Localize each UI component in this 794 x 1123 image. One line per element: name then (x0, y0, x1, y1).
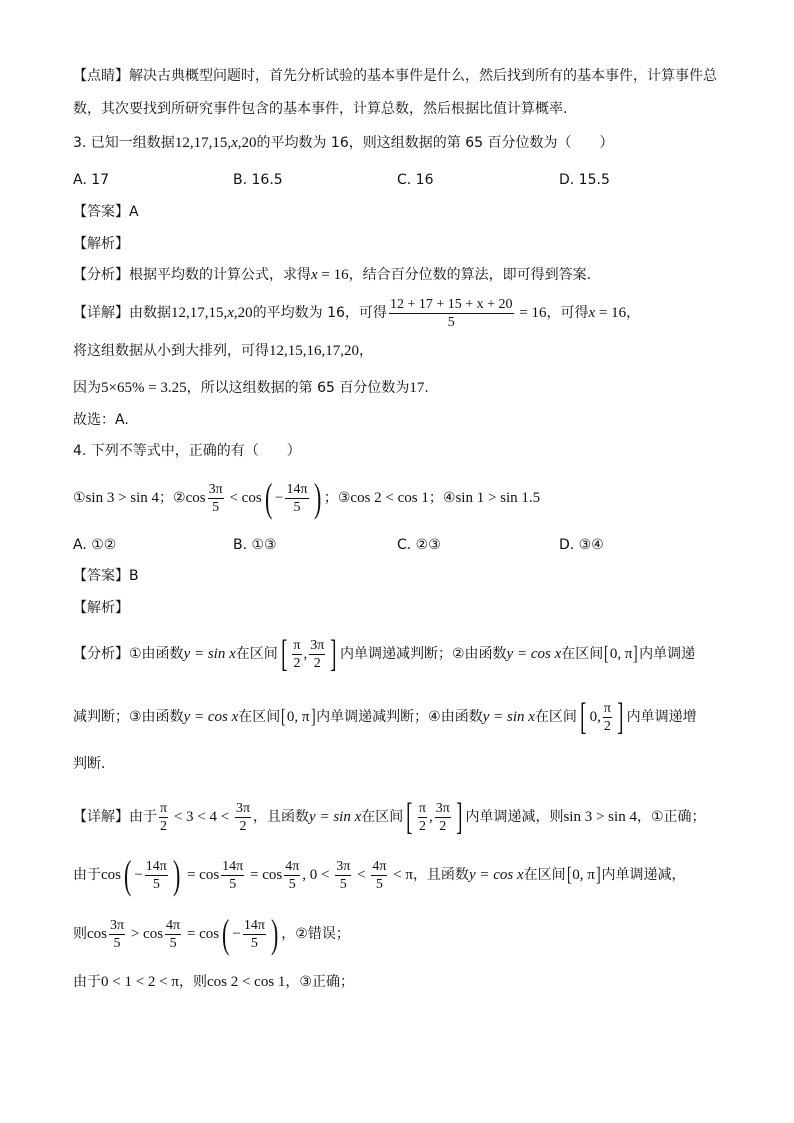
q4-d1-frac-2 (235, 800, 251, 835)
q4-option-d[interactable]: D. ③④ (559, 537, 604, 553)
q4-c3: ③由函数 (129, 709, 184, 725)
q4-c4-tail: 内单调递增 (626, 709, 697, 725)
q4-d3-paren-left: ( (222, 911, 230, 956)
q4-c1-num-2: 3π (310, 637, 325, 653)
q3-because-b: ，所以这组数据的第 65 百分位数为 (186, 380, 410, 396)
q4-c2-func: y = cos x (506, 646, 562, 662)
q4-stem: 4. 下列不等式中，正确的有（ ） (73, 443, 301, 459)
q4-d1-interval-text: 在区间 (361, 809, 404, 825)
q4-d1-frac-3 (418, 800, 427, 835)
q4-d1-e: ①正确； (650, 809, 706, 825)
q4-detail-line-4 (73, 972, 754, 992)
q4-fenxi-line-3: 判断. (73, 756, 106, 772)
q4-detail-line-2 (73, 853, 754, 897)
q4-d2-den-5: 5 (375, 876, 383, 892)
q4-fenxi-line-2 (73, 695, 754, 739)
q4-d2-den-4: 5 (339, 876, 347, 892)
q4-s3-mark: ③ (337, 490, 351, 506)
q4-d2-den-2: 5 (229, 876, 237, 892)
q3-answer (73, 202, 754, 222)
tip-text-2: 数，其次要找到所研究事件包含的基本事件，计算总数，然后根据比值计算概率. (73, 101, 568, 117)
q3-prefix: 3. 已知一组数据 (73, 135, 175, 151)
q3-fraction-numerator: 12 + 17 + 15 + x + 20 (389, 296, 513, 312)
q4-s1-expr: sin 3 > sin 4 (85, 490, 160, 506)
q4-d2-frac-3 (284, 858, 300, 893)
q3-detail-eq-2: = 16 (595, 305, 627, 321)
q4-answer-value: B (129, 568, 139, 584)
q3-detail (73, 293, 754, 333)
q4-d1-bracket-right: ] (455, 796, 463, 838)
q3-mean-fraction (389, 296, 514, 331)
q4-d4-expr: 0 < 1 < 2 < π (101, 974, 179, 990)
q4-c4-bracket-right: ] (617, 696, 624, 738)
q4-d1-den-4: 2 (439, 818, 447, 834)
q4-d2-frac-2 (221, 858, 244, 893)
q4-d2-bracket-right: ] (595, 864, 601, 886)
q4-d2-cos-3: cos (262, 867, 283, 883)
q4-sep-3: ； (428, 490, 443, 506)
q4-s2-den-1: 5 (212, 499, 220, 515)
q4-d2-eq-1: = (183, 867, 200, 883)
q4-d2-frac-5 (371, 858, 387, 893)
q4-c2-bracket-left: [ (604, 643, 609, 665)
q4-d2-ineq-c: < π (389, 867, 413, 883)
q3-because-val: 17 (409, 380, 425, 396)
q3-fenxi-var: x (311, 267, 318, 283)
q3-sort-b: ， (359, 343, 373, 359)
q4-d3-b: ，②错误； (281, 926, 350, 942)
q4-fenxi-line-1 (73, 632, 754, 676)
q3-option-a[interactable]: A. 17 (73, 172, 110, 188)
q3-detail-var: x (227, 305, 234, 321)
q3-detail-b: ，可得 (546, 305, 589, 321)
tip-line-2 (73, 99, 754, 119)
q4-d1-num-2: 3π (235, 800, 251, 816)
q4-d4-a: 由于 (73, 974, 101, 990)
q4-d3-frac-2 (165, 917, 181, 952)
q4-d4-c: ，③正确； (285, 974, 354, 990)
q3-because-c: . (424, 380, 429, 396)
q4-d2-interval: 0, π (572, 867, 595, 883)
q3-choose: 故选：A. (73, 412, 129, 428)
q4-c1-den-1: 2 (293, 655, 301, 671)
q3-because-a: 因为 (73, 380, 101, 396)
q3-suffix: 的平均数为 16，则这组数据的第 65 百分位数为（ ） (256, 135, 614, 151)
q4-d2-num-3: 4π (285, 858, 300, 874)
q3-detail-var-2: x (588, 305, 596, 321)
q4-d2-paren-left: ( (123, 852, 132, 897)
q4-s2-minus: − (274, 490, 284, 506)
q3-answer-value: A (129, 204, 139, 220)
q4-c4-interval-text: 在区间 (534, 709, 577, 725)
q4-s2-paren-right: ) (313, 475, 321, 520)
q4-c1-interval-text: 在区间 (235, 646, 278, 662)
q3-detail-c: ， (626, 305, 641, 321)
q4-d3-paren-right: ) (270, 911, 279, 956)
q4-c4-func: y = sin x (482, 709, 535, 725)
q3-sort (73, 341, 754, 361)
q4-d2-cos-2: cos (199, 867, 220, 883)
q4-d1-d: ， (636, 809, 651, 825)
q4-d2-bracket-left: [ (566, 864, 572, 886)
q4-c1-frac-2 (309, 637, 325, 672)
q4-fenxi-tag: 【分析】 (73, 646, 129, 662)
q4-option-b[interactable]: B. ①③ (233, 537, 277, 553)
q4-d3-cos-1: cos (87, 926, 107, 942)
q4-s1-mark: ① (73, 490, 86, 506)
q4-c3-interval: 0, π (286, 709, 310, 725)
q4-c1-tail: 内单调递减判断； (339, 646, 452, 662)
q4-d2-ineq-a: , 0 < (302, 867, 334, 883)
q4-d1-func: y = sin x (309, 809, 362, 825)
q4-c1-den-2: 2 (313, 655, 321, 671)
q4-s2-frac-1 (208, 481, 224, 516)
q3-fraction-denominator: 5 (447, 314, 455, 330)
q4-c1-bracket-right: ] (330, 633, 337, 675)
q3-option-d[interactable]: D. 15.5 (559, 172, 610, 188)
q4-d1-bracket-left: [ (406, 796, 413, 838)
q4-detail-line-3 (73, 912, 754, 956)
q4-d1-num-3: π (418, 800, 426, 816)
q4-c1: ①由函数 (129, 646, 184, 662)
q3-option-b[interactable]: B. 16.5 (233, 172, 283, 188)
q4-detail-tag: 【详解】 (73, 809, 129, 825)
q3-detail-eq: = 16 (515, 305, 547, 321)
q3-because-expr: 5×65% = 3.25 (101, 380, 187, 396)
q4-c2-interval-text: 在区间 (561, 646, 604, 662)
q4-sep-2: ； (323, 490, 338, 506)
q4-d2-num-5: 4π (372, 858, 387, 874)
q4-d1-frac-4 (435, 800, 451, 835)
q3-fenxi-eq: = 16 (317, 267, 349, 283)
tip-line-1 (73, 66, 754, 86)
q4-d1-expr: sin 3 > sin 4 (563, 809, 637, 825)
q4-d2-num-2: 14π (222, 858, 244, 874)
q3-because (73, 378, 754, 398)
q4-d2-a: 由于 (73, 867, 101, 883)
q4-c2: ②由函数 (451, 646, 507, 662)
q4-d2-frac-4 (335, 858, 351, 893)
q4-c4-num: π (603, 700, 611, 716)
q4-statements (73, 476, 754, 520)
q4-c2-interval: 0, π (609, 646, 633, 662)
q3-sort-a: 将这组数据从小到大排列，可得 (73, 343, 269, 359)
q3-stem (73, 133, 754, 153)
q4-d2-num-4: 3π (336, 858, 351, 874)
q4-d2-interval-text: 在区间 (523, 867, 566, 883)
q4-d2-b: ，且函数 (412, 867, 469, 883)
q4-d2-c: 内单调递减， (601, 867, 686, 883)
q4-d1-den-2: 2 (239, 818, 247, 834)
q4-c1-frac-1 (292, 637, 301, 672)
q3-option-c[interactable]: C. 16 (397, 172, 434, 188)
q4-d1-b: ，且函数 (253, 809, 310, 825)
q4-d3-frac-1 (109, 917, 125, 952)
q4-d4-b: ，则 (178, 974, 207, 990)
q4-line2-a: 减判断； (73, 709, 129, 725)
q3-detail-data-tail: ,20 (233, 305, 253, 321)
q4-d2-cos-1: cos (101, 867, 121, 883)
q4-d3-gt: > (127, 926, 144, 942)
q4-d3-den-3: 5 (250, 935, 258, 951)
q4-answer-tag: 【答案】 (73, 568, 129, 584)
q4-s2-den-2: 5 (293, 499, 301, 515)
q3-fenxi-tag: 【分析】 (73, 267, 129, 283)
q4-d3-minus: − (232, 926, 241, 942)
q4-c4-den: 2 (603, 718, 611, 734)
q4-s2-mark: ② (173, 490, 186, 506)
q4-d1-c: 内单调递减，则 (465, 809, 564, 825)
tip-text-1: 解决古典概型问题时，首先分析试验的基本事件是什么，然后找到所有的基本事件，计算事件总 (129, 68, 717, 84)
q4-d2-minus: − (134, 867, 143, 883)
q4-s2-paren-left: ( (264, 475, 272, 520)
q3-detail-a: 由数据 (129, 305, 171, 321)
q4-s2-frac-2 (285, 481, 308, 516)
q4-c3-bracket-right: ] (310, 706, 316, 728)
q3-detail-data: 12,17,15, (171, 305, 228, 321)
q4-c3-bracket-left: [ (281, 706, 286, 728)
q4-d2-frac-1 (145, 858, 168, 893)
q4-c4: ④由函数 (428, 709, 483, 725)
q4-s2-cos-2: cos (241, 490, 262, 506)
q3-fenxi-b: ，结合百分位数的算法，即可得到答案. (348, 267, 592, 283)
q4-d1-frac-1 (159, 800, 168, 835)
q4-d1-mid: < 3 < 4 < (170, 809, 233, 825)
q4-s4-mark: ④ (442, 490, 456, 506)
q3-sorted-data: 12,15,16,17,20 (269, 343, 359, 359)
q4-d3-frac-3 (243, 917, 266, 952)
q4-s2-num-1: 3π (208, 481, 223, 497)
q4-d2-num-1: 14π (145, 858, 167, 874)
q4-s3-expr: cos 2 < cos 1 (350, 490, 429, 506)
q4-d2-paren-right: ) (172, 852, 181, 897)
q4-c3-tail: 内单调递减判断； (316, 709, 429, 725)
q4-d1-den-3: 2 (418, 818, 426, 834)
q4-d1-a: 由于 (129, 809, 157, 825)
q3-var: x (231, 135, 238, 151)
q4-c2-bracket-right: ] (633, 643, 639, 665)
q4-d1-num-1: π (160, 800, 168, 816)
q4-d3-cos-2: cos (143, 926, 164, 942)
q4-c4-comma: , (597, 709, 601, 725)
q4-d3-eq: = (183, 926, 200, 942)
q4-d2-eq-2: = (246, 867, 263, 883)
q3-jiexi: 【解析】 (73, 236, 129, 252)
q4-s2-num-2: 14π (286, 481, 308, 497)
tip-tag: 【点睛】 (73, 68, 129, 84)
q4-c3-func: y = cos x (183, 709, 239, 725)
q3-detail-tag: 【详解】 (73, 305, 129, 321)
q4-d3-a: 则 (73, 926, 87, 942)
q4-option-a[interactable]: A. ①② (73, 537, 117, 553)
q4-c4-zero: 0 (589, 709, 598, 725)
q4-d3-den-1: 5 (113, 935, 121, 951)
q4-c1-func: y = sin x (183, 646, 236, 662)
q4-sep-1: ； (159, 490, 174, 506)
q3-data-tail: ,20 (237, 135, 257, 151)
q4-d2-ineq-b: < (353, 867, 370, 883)
q4-d3-num-1: 3π (110, 917, 125, 933)
q4-d2-den-3: 5 (288, 876, 296, 892)
q4-d4-expr-2: cos 2 < cos 1 (206, 974, 286, 990)
q4-c1-comma: , (303, 646, 308, 662)
q4-option-c[interactable]: C. ②③ (397, 537, 441, 553)
q4-d2-func: y = cos x (468, 867, 524, 883)
q4-c1-bracket-left: [ (280, 633, 288, 675)
q4-d1-comma: , (428, 809, 433, 825)
q4-answer (73, 566, 754, 586)
q3-detail-avg: 的平均数为 16，可得 (252, 305, 387, 321)
q4-d2-den-1: 5 (152, 876, 160, 892)
q3-answer-tag: 【答案】 (73, 204, 129, 220)
q3-fenxi (73, 265, 754, 285)
q4-c2-tail: 内单调递 (639, 646, 696, 662)
q4-d3-cos-3: cos (199, 926, 220, 942)
q4-c3-interval-text: 在区间 (238, 709, 281, 725)
q4-s2-cos: cos (185, 490, 206, 506)
q4-s4-expr: sin 1 > sin 1.5 (455, 490, 541, 506)
q4-detail-line-1 (73, 795, 754, 839)
q4-jiexi: 【解析】 (73, 600, 129, 616)
q4-c4-frac (603, 700, 612, 735)
q3-fenxi-a: 根据平均数的计算公式，求得 (129, 267, 311, 283)
q4-d3-num-3: 14π (243, 917, 265, 933)
q4-d1-den-1: 2 (160, 818, 168, 834)
q4-d1-num-4: 3π (435, 800, 450, 816)
q3-data: 12,17,15, (174, 135, 232, 151)
q4-c1-num-1: π (293, 637, 301, 653)
q4-c4-bracket-left: [ (580, 696, 587, 738)
q4-d3-num-2: 4π (166, 917, 181, 933)
q4-d3-den-2: 5 (169, 935, 177, 951)
q4-s2-lt: < (225, 490, 242, 506)
